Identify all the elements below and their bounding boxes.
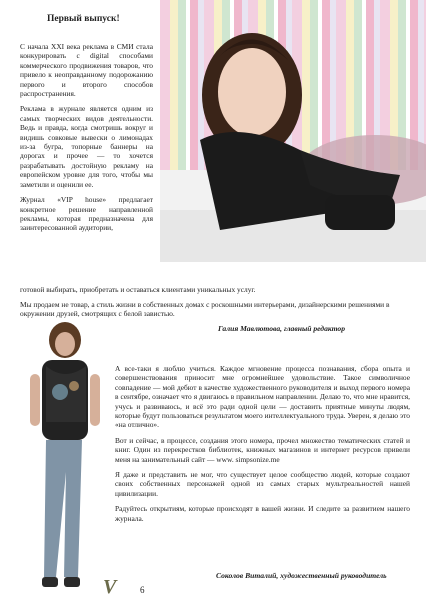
wide-line: готовой выбирать, приобретать и оставаться клиентами уникальных услуг. [20,285,256,294]
mission-text: Мы продаем не товар, а стиль жизни в собственных домах с роскошными интерьерами, дизайнерскими решениями в окружении друзей, смотрящих с белой завистью. [20,300,390,319]
paragraph: Радуйтесь открытиям, которые происходят в вашей жизни. И следите за развитием нашего журнала. [115,504,410,523]
paragraph: Журнал «VIP house» предлагает конкретное решение направленной рекламы, которая предназначена для заинтересованной аудитории, [20,195,153,233]
page-heading: Первый выпуск! [47,14,120,24]
left-text-column [20,42,153,239]
art-director-photo [20,322,110,602]
signature-art-director: Соколов Виталий, художественный руководитель [216,571,387,580]
editor-photo-illustration [160,0,426,262]
right-text-column [115,364,410,529]
paragraph: С начала XXI века реклама в СМИ стала конкурировать с digital способами коммерческого продвижения товаров, что привело к неоправданному подорожанию первого и второго способов распространения. [20,42,153,99]
paragraph: А все-таки я люблю учиться. Каждое мгновение процесса познавания, сбора опыта и совершенствования приносит мне огромнейшее удовольствие. Такое символичное совпадение — мой дебют в качестве художественного руководителя и выход первого номера в сентябре, означает что я двигаюсь в правильном направлении. Делаю то, что мне нравится, учусь и развиваюсь, и всё это ради одной цели — доставить приятные минуты людям, которые будут пользоваться результатом моего интеллектуального труда. Уверен, я делаю это «на отлично». [115,364,410,430]
page-number: 6 [140,585,145,595]
magazine-logo-icon: V [103,576,117,598]
paragraph: Реклама в журнале является одним из самых творческих видов деятельности. Ведь и правда, когда смотришь вокруг и видишь совковые вывески о лимонадах из-за бугра, топорные баннеры на дорогах и прочее — то хочется разрабатывать достойную рекламу на европейском уровне для того, чтобы мы заметили и оценили ее. [20,104,153,189]
editor-photo [160,0,426,262]
paragraph: Я даже и представить не мог, что существует целое сообщество людей, которые создают своих собственных персонажей одной из самых старых мультреальностей нашей цивилизации. [115,470,410,498]
paragraph: Вот и сейчас, в процессе, создания этого номера, прочел множество тематических статей и книг. Один из перекрестков библиотек, книжных магазинов и интернет ресурсов привели меня на занимательный сайт — www. simpsonize.me [115,435,410,464]
signature-editor: Галия Мавлютова, главный редактор [218,324,346,333]
